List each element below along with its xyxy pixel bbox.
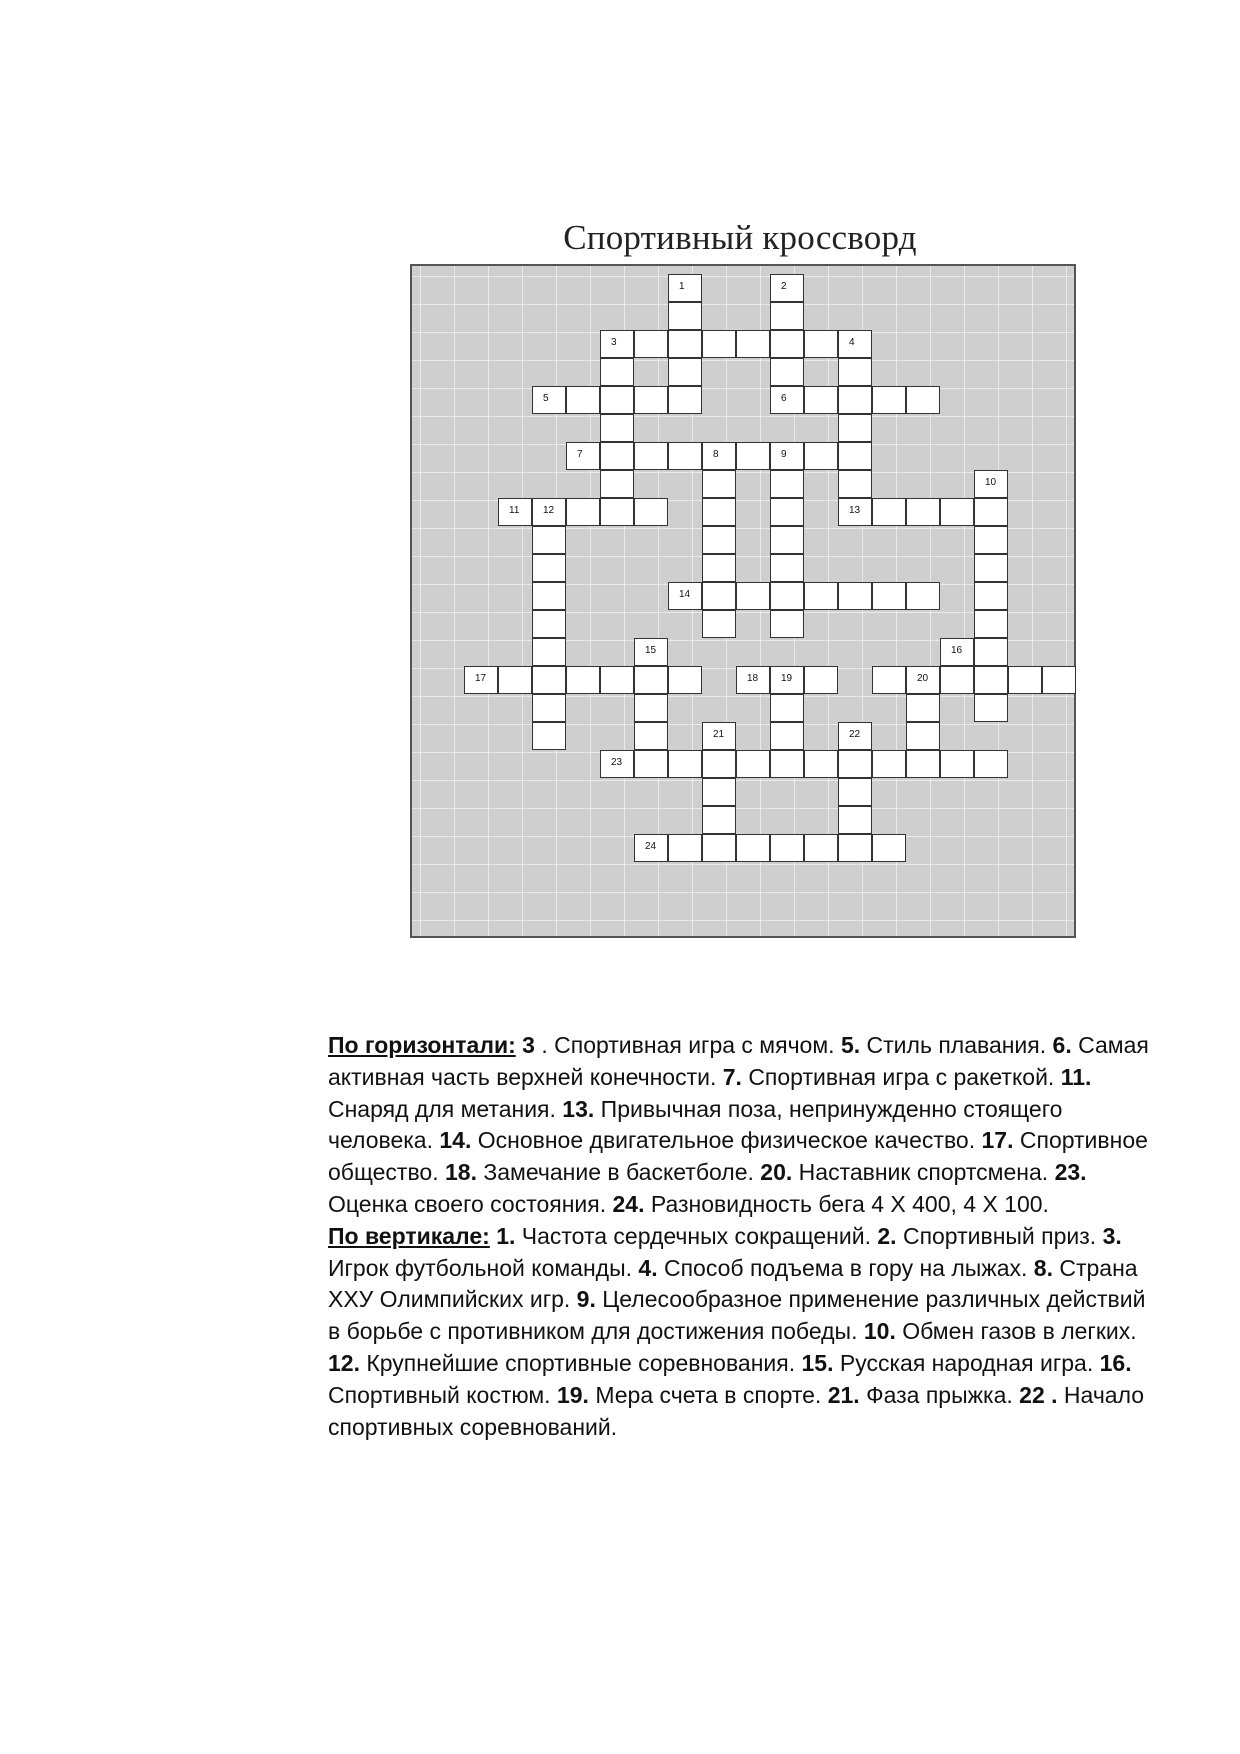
crossword-cell[interactable] xyxy=(940,498,974,526)
clue-number: 9. xyxy=(576,1286,596,1313)
crossword-cell[interactable] xyxy=(600,330,634,358)
crossword-cell[interactable] xyxy=(838,834,872,862)
crossword-cell[interactable] xyxy=(770,834,804,862)
crossword-cell[interactable] xyxy=(498,666,532,694)
crossword-cell[interactable] xyxy=(838,442,872,470)
clue-number: 7. xyxy=(722,1063,742,1090)
crossword-cell[interactable] xyxy=(1008,666,1042,694)
clue-text: Крупнейшие спортивные соревнования. xyxy=(366,1349,796,1376)
clue-number: 23 xyxy=(611,757,623,768)
crossword-cell[interactable] xyxy=(838,722,872,750)
crossword-cell[interactable] xyxy=(974,750,1008,778)
crossword-cell[interactable] xyxy=(804,582,838,610)
clue-text: Спортивное общество. xyxy=(328,1127,1148,1186)
crossword-cell[interactable] xyxy=(736,442,770,470)
crossword-cell[interactable] xyxy=(566,386,600,414)
clue-number: 18. xyxy=(445,1159,477,1186)
clue-number: 3 xyxy=(611,337,617,348)
crossword-cell[interactable] xyxy=(940,638,974,666)
clue-number: 20 xyxy=(917,673,929,684)
crossword-cell[interactable] xyxy=(770,722,804,750)
crossword-cell[interactable] xyxy=(702,834,736,862)
clue-number: 15. xyxy=(801,1349,834,1376)
crossword-cell[interactable] xyxy=(770,302,804,330)
crossword-cell[interactable] xyxy=(974,498,1008,526)
crossword-cell[interactable] xyxy=(668,358,702,386)
clue-text: Стиль плавания. xyxy=(866,1032,1047,1058)
crossword-cell[interactable] xyxy=(804,442,838,470)
clue-number: 2 xyxy=(781,281,787,292)
clue-number: 12 xyxy=(543,505,555,516)
clue-number: 9 xyxy=(781,449,787,460)
crossword-cell[interactable] xyxy=(838,582,872,610)
crossword-cell[interactable] xyxy=(668,666,702,694)
crossword-cell[interactable] xyxy=(906,694,940,722)
crossword-cell[interactable] xyxy=(702,554,736,582)
clue-number: 10 xyxy=(985,477,997,488)
clue-text: Наставник спортсмена. xyxy=(798,1159,1049,1186)
crossword-cell[interactable] xyxy=(600,470,634,498)
crossword-cell[interactable] xyxy=(770,582,804,610)
crossword-cell[interactable] xyxy=(974,470,1008,498)
crossword-cell[interactable] xyxy=(906,386,940,414)
crossword-cell[interactable] xyxy=(668,274,702,302)
crossword-cell[interactable] xyxy=(736,582,770,610)
clue-text: Игрок футбольной команды. xyxy=(328,1254,633,1281)
crossword-cell[interactable] xyxy=(634,694,668,722)
crossword-cell[interactable] xyxy=(634,638,668,666)
crossword-cell[interactable] xyxy=(634,722,668,750)
crossword-cell[interactable] xyxy=(1042,666,1076,694)
crossword-cell[interactable] xyxy=(872,834,906,862)
crossword-cell[interactable] xyxy=(532,386,566,414)
clue-number: 2. xyxy=(877,1222,897,1249)
clue-number: 23. xyxy=(1054,1159,1087,1186)
crossword-cell[interactable] xyxy=(804,750,838,778)
crossword-cell[interactable] xyxy=(804,834,838,862)
clue-text: Начало спортивных соревнований. xyxy=(328,1381,1145,1440)
crossword-cell[interactable] xyxy=(872,498,906,526)
clue-number: 15 xyxy=(645,645,657,656)
crossword-cell[interactable] xyxy=(668,330,702,358)
clue-text: Способ подъема в гору на лыжах. xyxy=(663,1254,1028,1281)
crossword-cell[interactable] xyxy=(770,442,804,470)
crossword-cell[interactable] xyxy=(634,834,668,862)
clue-number: 19. xyxy=(556,1381,589,1408)
clue-text: Обмен газов в легких. xyxy=(902,1318,1137,1345)
crossword-cell[interactable] xyxy=(600,442,634,470)
page-title: Спортивный кроссворд xyxy=(563,218,917,257)
crossword-cell[interactable] xyxy=(838,750,872,778)
clue-number: 7 xyxy=(577,449,583,460)
clue-number: 3 xyxy=(522,1032,535,1058)
crossword-cell[interactable] xyxy=(600,750,634,778)
crossword-cell[interactable] xyxy=(634,666,668,694)
crossword-cell[interactable] xyxy=(872,750,906,778)
crossword-cell[interactable] xyxy=(770,470,804,498)
clue-text: Спортивный костюм. xyxy=(328,1381,551,1408)
clue-number: 13. xyxy=(562,1095,595,1122)
clue-number: 11 xyxy=(509,505,520,516)
crossword-cell[interactable] xyxy=(532,554,566,582)
crossword-cell[interactable] xyxy=(906,666,940,694)
crossword-cell[interactable] xyxy=(668,834,702,862)
clue-number: 21. xyxy=(827,1381,860,1408)
clue-text: Целесообразное применение различных действий в борьбе с противником для достижения победы. xyxy=(328,1286,1146,1345)
crossword-cell[interactable] xyxy=(838,806,872,834)
crossword-cell[interactable] xyxy=(974,638,1008,666)
crossword-cell[interactable] xyxy=(770,498,804,526)
clue-number: 21 xyxy=(713,729,725,740)
clue-number: 14 xyxy=(679,589,691,600)
clue-number: 20. xyxy=(760,1159,793,1186)
crossword-cell[interactable] xyxy=(600,414,634,442)
crossword-cell[interactable] xyxy=(838,386,872,414)
clue-number: 24 xyxy=(645,841,657,852)
crossword-cell[interactable] xyxy=(600,498,634,526)
crossword-cell[interactable] xyxy=(770,274,804,302)
crossword-cell[interactable] xyxy=(634,498,668,526)
clue-number: 10. xyxy=(863,1318,896,1345)
clue-number: 5. xyxy=(840,1032,861,1058)
crossword-cell[interactable] xyxy=(702,498,736,526)
crossword-cell[interactable] xyxy=(634,442,668,470)
crossword-cell[interactable] xyxy=(668,750,702,778)
clue-number: 12. xyxy=(328,1349,360,1376)
crossword-cell[interactable] xyxy=(702,778,736,806)
clue-number: 4 xyxy=(849,337,855,348)
crossword-grid xyxy=(410,264,1076,938)
crossword-cell[interactable] xyxy=(532,582,566,610)
clue-text: Привычная поза, непринужденно стоящего человека. xyxy=(328,1095,1063,1154)
crossword-cell[interactable] xyxy=(974,582,1008,610)
crossword-cell[interactable] xyxy=(804,330,838,358)
crossword-cell[interactable] xyxy=(974,526,1008,554)
crossword-cell[interactable] xyxy=(600,386,634,414)
crossword-cell[interactable] xyxy=(872,386,906,414)
clue-text: Мера счета в спорте. xyxy=(595,1381,822,1408)
crossword-cell[interactable] xyxy=(906,722,940,750)
crossword-cell[interactable] xyxy=(736,834,770,862)
crossword-cell[interactable] xyxy=(600,358,634,386)
crossword-cell[interactable] xyxy=(940,666,974,694)
clues-block xyxy=(328,1030,1158,1443)
crossword-cell[interactable] xyxy=(532,694,566,722)
crossword-cell[interactable] xyxy=(736,750,770,778)
down-heading: По вертикале: xyxy=(328,1222,490,1249)
crossword-cell[interactable] xyxy=(668,386,702,414)
clue-text: Самая активная часть верхней конечности. xyxy=(328,1032,1149,1090)
clue-number: 16 xyxy=(951,645,963,656)
clue-number: 19 xyxy=(781,673,793,684)
crossword-cell[interactable] xyxy=(532,526,566,554)
clue-number: 16. xyxy=(1099,1349,1132,1376)
crossword-cell[interactable] xyxy=(566,442,600,470)
clue-text: . Спортивная игра с мячом. xyxy=(541,1032,835,1058)
clue-text: Разновидность бега 4 Х 400, 4 Х 100. xyxy=(650,1190,1049,1217)
down-clues xyxy=(328,1223,1145,1440)
crossword-cell[interactable] xyxy=(532,610,566,638)
crossword-cell[interactable] xyxy=(838,330,872,358)
clue-number: 11. xyxy=(1060,1063,1092,1090)
crossword-cell[interactable] xyxy=(770,610,804,638)
crossword-cell[interactable] xyxy=(736,666,770,694)
crossword-cell[interactable] xyxy=(702,470,736,498)
crossword-cell[interactable] xyxy=(974,554,1008,582)
crossword-cell[interactable] xyxy=(668,442,702,470)
crossword-cell[interactable] xyxy=(600,666,634,694)
clue-number: 22 . xyxy=(1019,1381,1058,1408)
across-clues xyxy=(328,1032,1149,1217)
crossword-cell[interactable] xyxy=(838,498,872,526)
crossword-cell[interactable] xyxy=(804,666,838,694)
clue-number: 14. xyxy=(439,1127,472,1154)
crossword-cell[interactable] xyxy=(634,750,668,778)
crossword-cell[interactable] xyxy=(566,666,600,694)
clue-text: Спортивная игра с ракеткой. xyxy=(748,1063,1055,1090)
crossword-cell[interactable] xyxy=(566,498,600,526)
crossword-cell[interactable] xyxy=(804,386,838,414)
clue-text: Замечание в баскетболе. xyxy=(483,1159,754,1186)
clue-number: 22 xyxy=(849,729,861,740)
clue-number: 1. xyxy=(496,1222,516,1249)
clue-text: Русская народная игра. xyxy=(839,1349,1094,1376)
crossword-cell[interactable] xyxy=(498,498,532,526)
crossword-cell[interactable] xyxy=(838,778,872,806)
crossword-cell[interactable] xyxy=(736,330,770,358)
crossword-cell[interactable] xyxy=(770,330,804,358)
crossword-cell[interactable] xyxy=(770,554,804,582)
crossword-cell[interactable] xyxy=(532,498,566,526)
crossword-cell[interactable] xyxy=(668,302,702,330)
crossword-cell[interactable] xyxy=(702,526,736,554)
clue-number: 1 xyxy=(679,281,685,292)
clue-number: 8 xyxy=(713,449,719,460)
clue-text: Частота сердечных сокращений. xyxy=(521,1222,871,1249)
crossword-cell[interactable] xyxy=(906,750,940,778)
crossword-cell[interactable] xyxy=(532,666,566,694)
crossword-cell[interactable] xyxy=(872,666,906,694)
clue-number: 5 xyxy=(543,393,549,404)
clue-number: 4. xyxy=(638,1254,658,1281)
crossword-cell[interactable] xyxy=(974,666,1008,694)
crossword-cell[interactable] xyxy=(906,498,940,526)
crossword-cell[interactable] xyxy=(634,330,668,358)
crossword-cell[interactable] xyxy=(702,806,736,834)
crossword-cell[interactable] xyxy=(770,358,804,386)
clue-number: 18 xyxy=(747,673,759,684)
clue-number: 13 xyxy=(849,505,861,516)
crossword-cell[interactable] xyxy=(974,610,1008,638)
crossword-cell[interactable] xyxy=(770,526,804,554)
crossword-cell[interactable] xyxy=(838,414,872,442)
crossword-cell[interactable] xyxy=(702,610,736,638)
crossword-cell[interactable] xyxy=(634,386,668,414)
crossword-cell[interactable] xyxy=(668,582,702,610)
clue-text: Оценка своего состояния. xyxy=(328,1190,607,1217)
clue-text: Основное двигательное физическое качество. xyxy=(477,1127,976,1154)
crossword-cell[interactable] xyxy=(532,722,566,750)
crossword-cell[interactable] xyxy=(838,470,872,498)
crossword-cell[interactable] xyxy=(940,750,974,778)
crossword-cell[interactable] xyxy=(532,638,566,666)
clue-text: Спортивный приз. xyxy=(902,1222,1097,1249)
crossword-cell[interactable] xyxy=(702,330,736,358)
crossword-cell[interactable] xyxy=(770,386,804,414)
clue-number: 6 xyxy=(781,393,787,404)
clue-text: Фаза прыжка. xyxy=(866,1381,1013,1408)
clue-number: 6. xyxy=(1052,1032,1072,1058)
crossword-cell[interactable] xyxy=(702,722,736,750)
crossword-cell[interactable] xyxy=(702,582,736,610)
crossword-cell[interactable] xyxy=(464,666,498,694)
crossword-cell[interactable] xyxy=(702,442,736,470)
crossword-cell[interactable] xyxy=(702,750,736,778)
crossword-cell[interactable] xyxy=(872,582,906,610)
crossword-cell[interactable] xyxy=(838,358,872,386)
crossword-cell[interactable] xyxy=(974,694,1008,722)
clue-number: 3. xyxy=(1102,1222,1122,1249)
crossword-cell[interactable] xyxy=(770,750,804,778)
clue-text: Страна XXУ Олимпийских игр. xyxy=(328,1254,1138,1313)
clue-number: 17. xyxy=(981,1127,1014,1154)
crossword-cell[interactable] xyxy=(906,582,940,610)
across-heading: По горизонтали: xyxy=(328,1032,516,1058)
clue-number: 8. xyxy=(1033,1254,1053,1281)
crossword-cell[interactable] xyxy=(770,694,804,722)
crossword-cell[interactable] xyxy=(770,666,804,694)
clue-number: 17 xyxy=(475,673,487,684)
clue-number: 24. xyxy=(612,1190,645,1217)
clue-text: Снаряд для метания. xyxy=(328,1095,556,1122)
